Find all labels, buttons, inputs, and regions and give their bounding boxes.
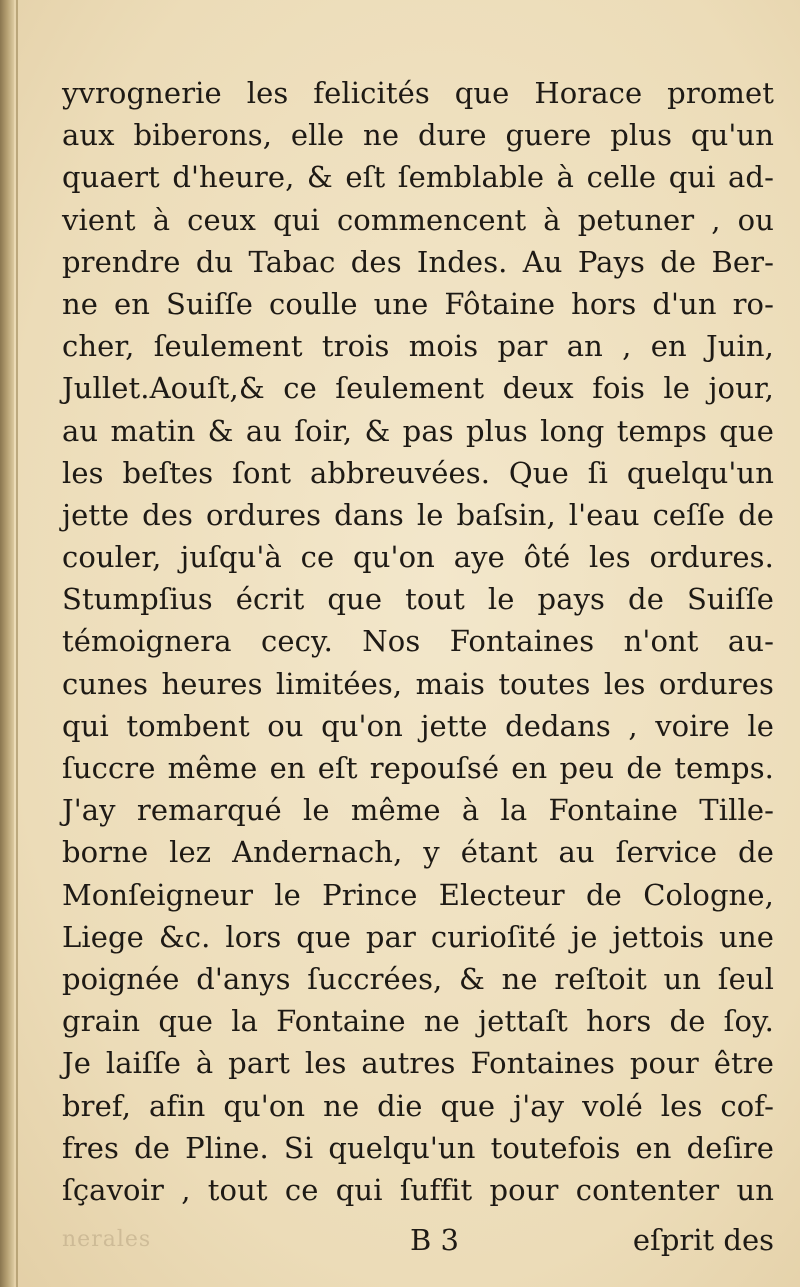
text-line: témoignera cecy. Nos Fontaines n'ont au- [62,624,774,659]
gutter-edge [16,0,18,1287]
text-line: Je laiſſe à part les autres Fontaines pour être [62,1046,774,1081]
bleed-through-text: nerales [62,1227,152,1252]
text-line: ſuccre même en eſt repouſsé en peu de temps. [62,751,774,785]
text-block [62,72,774,1211]
text-line: qui tombent ou qu'on jette dedans , voire le [62,708,774,743]
text-line: vient à ceux qui commencent à petuner , ou [62,202,774,237]
text-line: quaert d'heure, & eſt ſemblable à celle qui ad- [62,160,774,195]
text-line: Monſeigneur le Prince Electeur de Cologne, [62,877,774,912]
text-line: aux biberons, elle ne dure guere plus qu'un [62,118,774,153]
text-line: fres de Pline. Si quelqu'un toutefois en deſire [62,1130,774,1165]
text-line: cher, ſeulement trois mois par an , en Juin, [62,329,774,364]
text-line: prendre du Tabac des Indes. Au Pays de Ber- [62,244,774,279]
text-line: yvrognerie les felicités que Horace promet [62,76,774,110]
book-gutter [0,0,14,1287]
text-line: J'ay remarqué le même à la Fontaine Tille- [62,793,774,828]
text-line: borne lez Andernach, y étant au ſervice de [62,835,774,870]
text-line: jette des ordures dans le baſsin, l'eau ceſſe de [62,497,774,532]
text-line: grain que la Fontaine ne jettaſt hors de ſoy. [62,1004,774,1039]
catchword: eſprit des [632,1223,774,1257]
text-line: bref, afin qu'on ne die que j'ay volé les cof- [62,1088,774,1123]
text-line: ne en Suiſſe coulle une Fôtaine hors d'un ro- [62,286,774,321]
text-line: les beſtes ſont abbreuvées. Que ſi quelqu'un [62,455,774,490]
page-footer [62,1218,774,1262]
text-line: Jullet.Aouſt,& ce ſeulement deux fois le jour, [62,371,774,406]
text-line: au matin & au ſoir, & pas plus long temps que [62,413,774,448]
text-line: Liege &c. lors que par curioſité je jettois une [62,919,774,954]
text-line: ſçavoir , tout ce qui ſuffit pour contenter un [62,1172,774,1207]
signature-mark: B 3 [410,1223,459,1257]
text-line: couler, juſqu'à ce qu'on aye ôté les ordures. [62,540,774,575]
text-line: Stumpſius écrit que tout le pays de Suiſſe [62,582,774,617]
text-line: cunes heures limitées, mais toutes les ordures [62,666,774,701]
text-line: poignée d'anys ſuccrées, & ne reſtoit un ſeul [62,961,774,996]
